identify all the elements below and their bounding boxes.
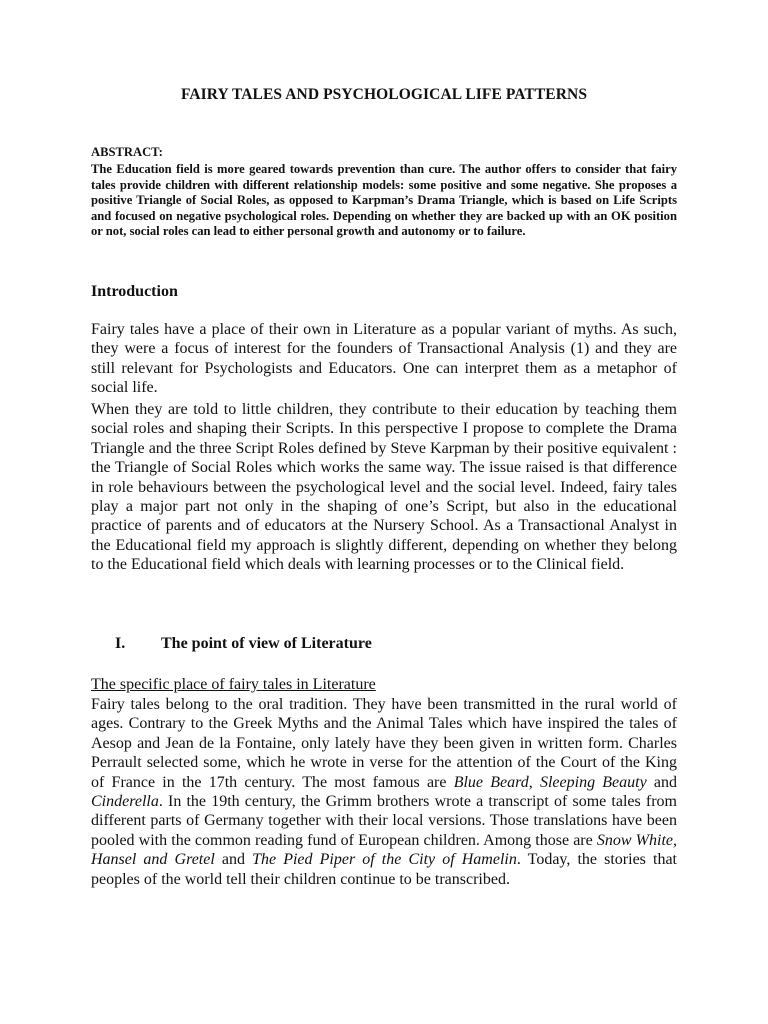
section-number: I. <box>115 635 126 652</box>
text-run: , <box>528 773 540 791</box>
section-title: The point of view of Literature <box>161 635 372 652</box>
text-run: and <box>646 773 678 791</box>
section-heading-1 <box>115 635 372 653</box>
text-run: . In the 19th century, the Grimm brothers wrote a transcript of some tales from different parts of Germany together with their local versions. Those translations have been pooled with the common reading fund of European children. Among those are <box>91 793 677 849</box>
text-run: . Today, the stories that peoples of the world tell their children continue to be transcribed. <box>91 851 677 888</box>
intro-paragraph-2: When they are told to little children, they contribute to their education by teaching them social roles and shaping their Scripts. In this perspective I propose to complete the Drama Triangle and the three Script Roles defined by Steve Karpman by their positive equivalent : the Triangle of Social Roles which works the same way. The issue raised is that difference in role behaviours between the psychological level and the social level. Indeed, fairy tales play a major part not only in the shaping of one’s Script, but also in the educational practice of parents and of educators at the Nursery School. As a Transactional Analyst in the Educational field my approach is slightly different, depending on whether they belong to the Educational field which deals with learning processes or to the Clinical field. <box>91 401 677 574</box>
text-run: Fairy tales belong to the oral tradition. They have been transmitted in the rural world of ages. Contrary to the Greek Myths and the Animal Tales which have inspired the tales of Aesop and Jean de la Fontaine, only lately have they been given in written form. Charles Perrault selected some, which he wrote in verse for the attention of the Court of the King of France in the 17th century. The most famous are <box>91 696 677 791</box>
introduction-heading: Introduction <box>91 283 178 300</box>
intro-paragraph-1: Fairy tales have a place of their own in Literature as a popular variant of myths. As such, they were a focus of interest for the founders of Transactional Analysis (1) and they are still relevant for Psychologists and Educators. One can interpret them as a metaphor of social life. <box>91 321 677 397</box>
title-sleeping-beauty: Sleeping Beauty <box>539 773 647 791</box>
title-cinderella: Cinderella <box>91 793 159 811</box>
title-pied-piper: The Pied Piper of the City of Hamelin <box>252 851 517 869</box>
abstract-text: The Education field is more geared towards prevention than cure. The author offers to consider that fairy tales provide children with different relationship models: some positive and some negative. She proposes a positive Triangle of Social Roles, as opposed to Karpman’s Drama Triangle, which is based on Life Scripts and focused on negative psychological roles. Depending on whether they are backed up with an OK position or not, social roles can lead to either personal growth and autonomy or to failure. <box>91 162 677 239</box>
document-title: FAIRY TALES AND PSYCHOLOGICAL LIFE PATTERNS <box>180 86 588 103</box>
literature-paragraph <box>91 695 677 889</box>
title-blue-beard: Blue Beard <box>453 773 529 791</box>
title-snow-white-hansel-gretel: Snow White, Hansel and Gretel <box>91 831 677 869</box>
text-run: and <box>214 851 253 869</box>
subsection-heading: The specific place of fairy tales in Literature <box>91 676 376 693</box>
abstract-label: ABSTRACT: <box>91 145 163 159</box>
